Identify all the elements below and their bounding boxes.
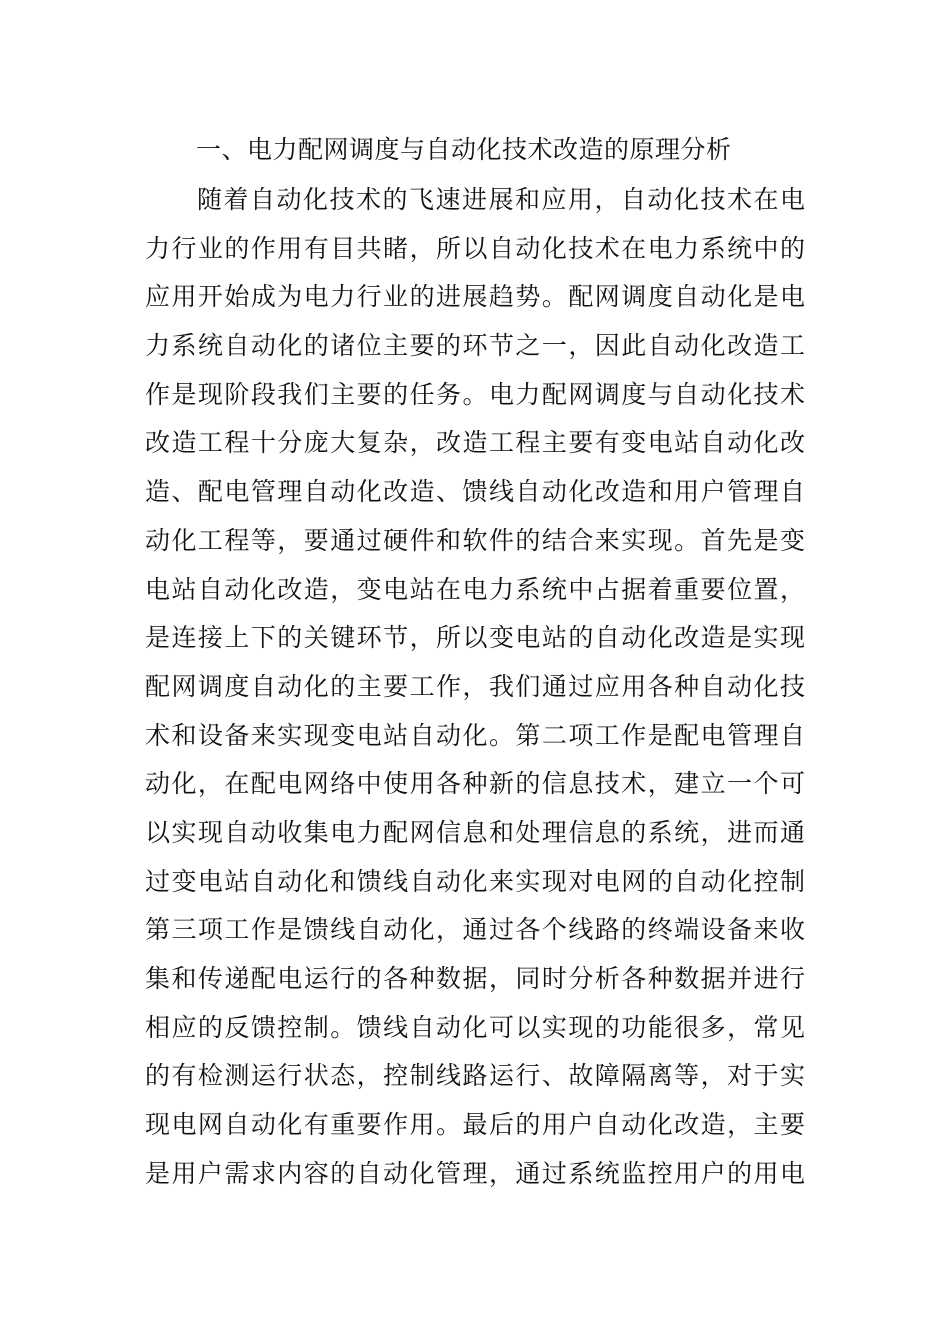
paragraph-line: 应用开始成为电力行业的进展趋势。配网调度自动化是电 bbox=[145, 282, 805, 312]
paragraph-line: 相应的反馈控制。馈线自动化可以实现的功能很多，常见 bbox=[145, 1012, 805, 1042]
paragraph-line: 配网调度自动化的主要工作，我们通过应用各种自动化技 bbox=[145, 671, 805, 701]
paragraph-line: 是连接上下的关键环节，所以变电站的自动化改造是实现 bbox=[145, 623, 805, 653]
paragraph-line: 第三项工作是馈线自动化，通过各个线路的终端设备来收 bbox=[145, 915, 805, 945]
paragraph-line: 力行业的作用有目共睹，所以自动化技术在电力系统中的 bbox=[145, 233, 805, 263]
paragraph-line: 改造工程十分庞大复杂，改造工程主要有变电站自动化改 bbox=[145, 428, 805, 458]
paragraph-line: 造、配电管理自动化改造、馈线自动化改造和用户管理自 bbox=[145, 477, 805, 507]
paragraph-line: 术和设备来实现变电站自动化。第二项工作是配电管理自 bbox=[145, 720, 805, 750]
section-heading: 一、电力配网调度与自动化技术改造的原理分析 bbox=[196, 135, 732, 164]
paragraph-line: 作是现阶段我们主要的任务。电力配网调度与自动化技术 bbox=[145, 379, 805, 409]
paragraph-line: 动化工程等，要通过硬件和软件的结合来实现。首先是变 bbox=[145, 525, 805, 555]
paragraph-line: 现电网自动化有重要作用。最后的用户自动化改造，主要 bbox=[145, 1110, 805, 1140]
body-paragraph bbox=[145, 176, 805, 1198]
paragraph-line: 电站自动化改造，变电站在电力系统中占据着重要位置， bbox=[145, 574, 805, 604]
paragraph-line: 是用户需求内容的自动化管理，通过系统监控用户的用电 bbox=[145, 1158, 805, 1188]
paragraph-line: 的有检测运行状态，控制线路运行、故障隔离等，对于实 bbox=[145, 1061, 805, 1091]
paragraph-line: 过变电站自动化和馈线自动化来实现对电网的自动化控制 bbox=[145, 866, 805, 896]
paragraph-line: 集和传递配电运行的各种数据，同时分析各种数据并进行 bbox=[145, 964, 805, 993]
paragraph-line: 以实现自动收集电力配网信息和处理信息的系统，进而通 bbox=[145, 817, 805, 847]
paragraph-line: 随着自动化技术的飞速进展和应用，自动化技术在电 bbox=[197, 185, 805, 214]
paragraph-line: 动化，在配电网络中使用各种新的信息技术，建立一个可 bbox=[145, 769, 805, 799]
paragraph-line: 力系统自动化的诸位主要的环节之一，因此自动化改造工 bbox=[145, 331, 805, 361]
